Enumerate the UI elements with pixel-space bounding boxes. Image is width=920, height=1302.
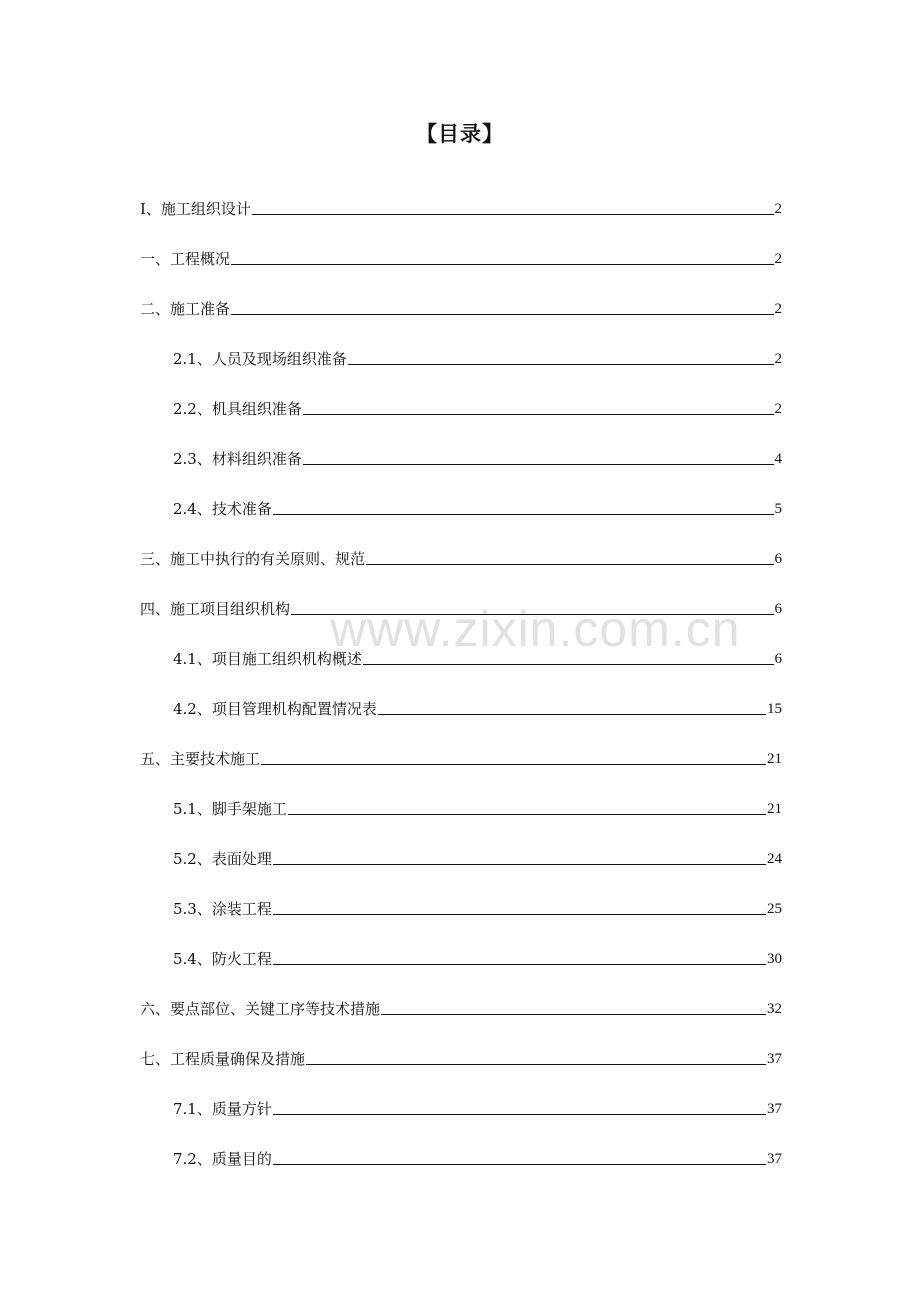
toc-entry[interactable] <box>140 718 782 768</box>
toc-title: 【目录】 <box>416 121 504 146</box>
toc-entry-label: 六、要点部位、关键工序等技术措施 <box>140 1000 381 1018</box>
toc-entry-label: 5.1、脚手架施工 <box>173 800 287 818</box>
toc-entry-page-number: 6 <box>774 601 782 617</box>
toc-entry-page-number: 2 <box>774 201 782 217</box>
toc-entry-label: 三、施工中执行的有关原则、规范 <box>140 550 366 568</box>
toc-entry-label: 2.3、材料组织准备 <box>173 450 302 468</box>
toc-entry[interactable] <box>140 968 782 1018</box>
toc-entry[interactable] <box>140 1068 782 1118</box>
toc-entry-page-number: 37 <box>767 1101 782 1117</box>
toc-leader-line <box>363 663 774 665</box>
toc-leader-line <box>381 1013 766 1015</box>
toc-entry-label: 4.2、项目管理机构配置情况表 <box>173 700 377 718</box>
toc-entry-label: 2.2、机具组织准备 <box>173 400 302 418</box>
toc-leader-line <box>273 863 766 865</box>
toc-entry-page-number: 25 <box>767 901 782 917</box>
toc-entry-label: I、施工组织设计 <box>140 200 251 218</box>
toc-leader-line <box>273 963 766 965</box>
toc-leader-line <box>273 513 774 515</box>
toc-entry[interactable] <box>140 168 782 218</box>
toc-entry-page-number: 4 <box>774 451 782 467</box>
toc-entry-label: 2.4、技术准备 <box>173 500 272 518</box>
toc-entry[interactable] <box>140 368 782 418</box>
toc-entry-page-number: 2 <box>774 251 782 267</box>
toc-leader-line <box>261 763 766 765</box>
toc-leader-line <box>378 713 766 715</box>
toc-entry-page-number: 2 <box>774 401 782 417</box>
toc-entry[interactable] <box>140 568 782 618</box>
toc-entry[interactable] <box>140 1018 782 1068</box>
toc-entry[interactable] <box>140 518 782 568</box>
toc-entry[interactable] <box>140 418 782 468</box>
toc-entry-label: 五、主要技术施工 <box>140 750 261 768</box>
watermark: www.zixin.com.cn <box>330 601 741 657</box>
toc-entry-page-number: 37 <box>767 1151 782 1167</box>
toc-leader-line <box>303 463 774 465</box>
toc-leader-line <box>291 613 773 615</box>
toc-entry[interactable] <box>140 1118 782 1168</box>
toc-entry-page-number: 5 <box>774 501 782 517</box>
toc-entry-page-number: 15 <box>767 701 782 717</box>
toc-entry[interactable] <box>140 868 782 918</box>
toc-entry[interactable] <box>140 218 782 268</box>
toc-entry[interactable] <box>140 768 782 818</box>
toc-entry-label: 七、工程质量确保及措施 <box>140 1050 306 1068</box>
toc-entry[interactable] <box>140 268 782 318</box>
toc-leader-line <box>231 263 773 265</box>
toc-leader-line <box>303 413 774 415</box>
toc-entry[interactable] <box>140 468 782 518</box>
toc-entry[interactable] <box>140 918 782 968</box>
toc-entry[interactable] <box>140 318 782 368</box>
table-of-contents <box>140 168 782 1168</box>
toc-entry-label: 二、施工准备 <box>140 300 231 318</box>
toc-leader-line <box>273 1113 766 1115</box>
toc-entry[interactable] <box>140 818 782 868</box>
toc-leader-line <box>306 1063 766 1065</box>
toc-entry-label: 4.1、项目施工组织机构概述 <box>173 650 362 668</box>
toc-leader-line <box>348 363 774 365</box>
toc-leader-line <box>252 213 774 215</box>
toc-entry[interactable] <box>140 618 782 668</box>
toc-entry-page-number: 30 <box>767 951 782 967</box>
toc-entry-label: 5.3、涂装工程 <box>173 900 272 918</box>
toc-entry-page-number: 6 <box>774 651 782 667</box>
toc-entry-page-number: 2 <box>774 301 782 317</box>
toc-leader-line <box>273 913 766 915</box>
toc-entry-page-number: 21 <box>767 801 782 817</box>
toc-entry-label: 5.2、表面处理 <box>173 850 272 868</box>
toc-leader-line <box>366 563 773 565</box>
toc-entry-label: 5.4、防火工程 <box>173 950 272 968</box>
toc-entry-page-number: 6 <box>774 551 782 567</box>
toc-entry[interactable] <box>140 668 782 718</box>
toc-entry-label: 7.2、质量目的 <box>173 1150 272 1168</box>
toc-entry-page-number: 24 <box>767 851 782 867</box>
toc-leader-line <box>231 313 773 315</box>
toc-entry-page-number: 32 <box>767 1001 782 1017</box>
toc-entry-label: 一、工程概况 <box>140 250 231 268</box>
toc-entry-page-number: 21 <box>767 751 782 767</box>
toc-entry-label: 四、施工项目组织机构 <box>140 600 291 618</box>
toc-entry-page-number: 37 <box>767 1051 782 1067</box>
toc-leader-line <box>288 813 766 815</box>
toc-entry-label: 7.1、质量方针 <box>173 1100 272 1118</box>
toc-leader-line <box>273 1163 766 1165</box>
toc-entry-page-number: 2 <box>774 351 782 367</box>
toc-entry-label: 2.1、人员及现场组织准备 <box>173 350 347 368</box>
